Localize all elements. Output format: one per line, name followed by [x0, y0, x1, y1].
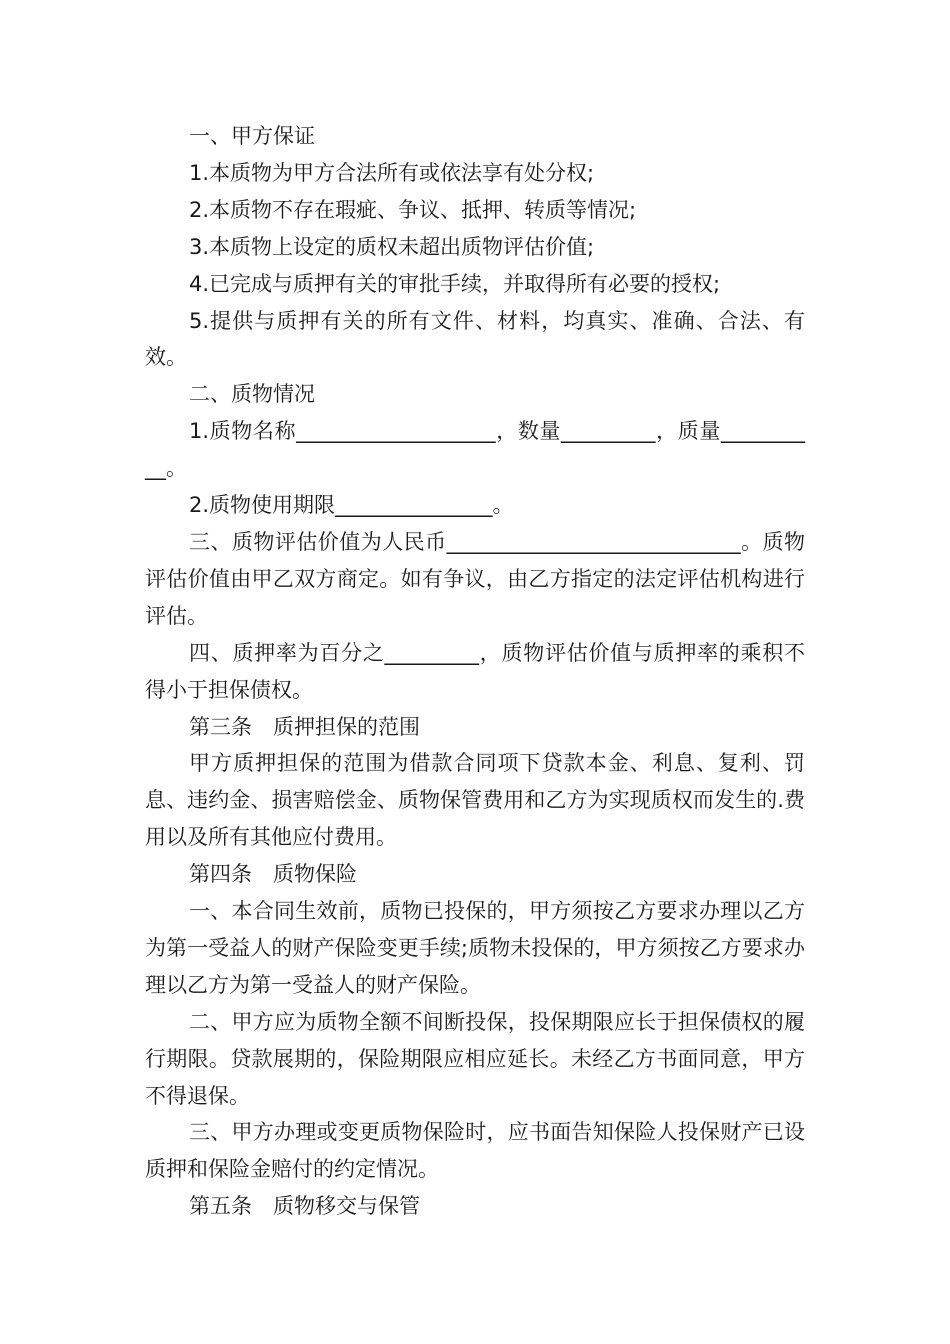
- clause-paragraph: 一、本合同生效前，质物已投保的，甲方须按乙方要求办理以乙方为第一受益人的财产保险变更手续;质物未投保的，甲方须按乙方要求办理以乙方为第一受益人的财产保险。: [145, 899, 805, 997]
- article-heading-3: 第三条 质押担保的范围: [189, 714, 420, 739]
- clause-paragraph-blanks: 2.质物使用期限_______________。: [189, 493, 514, 518]
- document-page: [145, 118, 805, 1225]
- clause-paragraph: 5.提供与质押有关的所有文件、材料，均真实、准确、合法、有效。: [145, 308, 805, 370]
- article-heading-4: 第四条 质物保险: [189, 862, 357, 887]
- clause-paragraph: 3.本质物上设定的质权未超出质物评估价值;: [189, 234, 595, 259]
- clause-paragraph: 三、甲方办理或变更质物保险时，应书面告知保险人投保财产已设质押和保险金赔付的约定情况。: [145, 1120, 805, 1182]
- section-heading-pledge-status: 二、质物情况: [189, 382, 315, 407]
- clause-paragraph: 二、甲方应为质物全额不间断投保，投保期限应长于担保债权的履行期限。贷款展期的，保险期限应相应延长。未经乙方书面同意，甲方不得退保。: [145, 1009, 805, 1108]
- article-heading-5: 第五条 质物移交与保管: [189, 1194, 420, 1219]
- clause-paragraph: 三、质物评估价值为人民币____________________________。质物评估价值由甲乙双方商定。如有争议，由乙方指定的法定评估机构进行评估。: [145, 529, 805, 628]
- clause-paragraph: 2.本质物不存在瑕疵、争议、抵押、转质等情况;: [189, 197, 637, 222]
- clause-paragraph: 甲方质押担保的范围为借款合同项下贷款本金、利息、复利、罚息、违约金、损害赔偿金、质物保管费用和乙方为实现质权而发生的.费用以及所有其他应付费用。: [145, 751, 805, 850]
- clause-paragraph: 四、质押率为百分之_________，质物评估价值与质押率的乘积不得小于担保债权。: [145, 640, 805, 702]
- section-heading-guarantee: 一、甲方保证: [189, 124, 315, 148]
- clause-paragraph: 4.已完成与质押有关的审批手续，并取得所有必要的授权;: [189, 271, 721, 296]
- clause-paragraph: 1.本质物为甲方合法所有或依法享有处分权;: [189, 160, 595, 185]
- clause-paragraph-blanks: 1.质物名称___________________，数量_________，质量__________。: [145, 419, 805, 481]
